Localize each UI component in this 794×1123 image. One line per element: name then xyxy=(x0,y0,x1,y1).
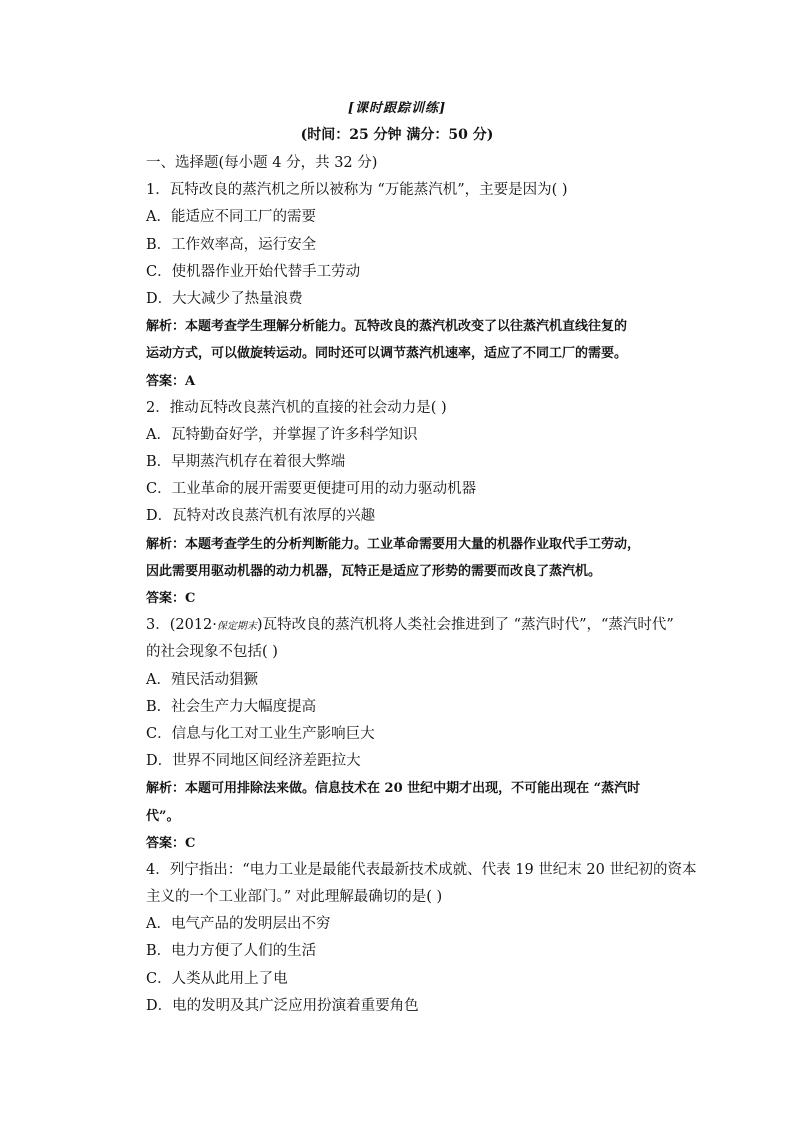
question-3-option-a: A．殖民活动猖獗 xyxy=(146,671,258,688)
question-2-answer: 答案：C xyxy=(146,591,196,606)
question-1-stem: 1．瓦特改良的蒸汽机之所以被称为 “万能蒸汽机”，主要是因为( ) xyxy=(146,182,568,199)
question-2-option-b: B．早期蒸汽机存在着很大弊端 xyxy=(146,454,346,471)
time-score-info: (时间：25 分钟 满分：50 分) xyxy=(300,127,494,143)
section-heading: 一、选择题(每小题 4 分，共 32 分) xyxy=(146,155,378,171)
question-2-option-a: A．瓦特勤奋好学，并掌握了许多科学知识 xyxy=(146,426,418,443)
question-3-analysis-line-1: 解析：本题可用排除法来做。信息技术在 20 世纪中期才出现，不可能出现在 “蒸汽时 xyxy=(146,781,641,797)
question-1-option-d: D．大大减少了热量浪费 xyxy=(146,290,303,307)
question-2-analysis-line-1: 解析：本题考查学生的分析判断能力。工业革命需要用大量的机器作业取代手工劳动， xyxy=(146,536,641,552)
question-1-analysis-line-2: 运动方式，可以做旋转运动。同时还可以调节蒸汽机速率，适应了不同工厂的需要。 xyxy=(146,346,628,362)
question-1-option-c: C．使机器作业开始代替手工劳动 xyxy=(146,263,361,280)
question-3-option-c: C．信息与化工对工业生产影响巨大 xyxy=(146,725,375,742)
question-3-source-tag: 保定期末 xyxy=(216,621,257,633)
question-4-option-c: C．人类从此用上了电 xyxy=(146,970,288,987)
question-3-stem-suffix: )瓦特改良的蒸汽机将人类社会推进到了 “蒸汽时代”，“蒸汽时代” xyxy=(256,617,674,634)
question-3-stem-prefix: 3．(2012· xyxy=(146,617,217,634)
question-4-stem-line-1: 4．列宁指出：“电力工业是最能代表最新技术成就、代表 19 世纪末 20 世纪初的资本 xyxy=(146,861,697,878)
question-1-option-b: B．工作效率高，运行安全 xyxy=(146,236,317,253)
question-3-option-d: D．世界不同地区间经济差距拉大 xyxy=(146,753,361,770)
question-3-answer: 答案：C xyxy=(146,835,196,851)
question-1-option-a: A．能适应不同工厂的需要 xyxy=(146,209,316,226)
question-content xyxy=(146,150,697,1020)
question-3-stem-line-1 xyxy=(146,612,686,639)
question-4-stem-line-2: 主义的一个工业部门。” 对此理解最确切的是( ) xyxy=(146,889,443,906)
question-1-answer: 答案：A xyxy=(146,373,196,389)
question-4-option-d: D．电的发明及其广泛应用扮演着重要角色 xyxy=(146,997,419,1014)
question-2-option-d: D．瓦特对改良蒸汽机有浓厚的兴趣 xyxy=(146,508,376,525)
question-3-option-b: B．社会生产力大幅度提高 xyxy=(146,698,317,715)
question-4-option-a: A．电气产品的发明层出不穷 xyxy=(146,916,331,933)
question-2-stem: 2．推动瓦特改良蒸汽机的直接的社会动力是( ) xyxy=(146,399,447,416)
question-3-analysis-line-2: 代”。 xyxy=(146,808,180,824)
question-2-analysis-line-2: 因此需要用驱动机器的动力机器，瓦特正是适应了形势的需要而改良了蒸汽机。 xyxy=(146,563,602,579)
question-1-analysis-line-1: 解析：本题考查学生理解分析能力。瓦特改良的蒸汽机改变了以往蒸汽机直线往复的 xyxy=(146,319,628,335)
question-2-option-c: C．工业革命的展开需要更便捷可用的动力驱动机器 xyxy=(146,481,477,498)
question-3-stem-line-2: 的社会现象不包括( ) xyxy=(146,644,278,661)
question-4-option-b: B．电力方便了人们的生活 xyxy=(146,943,317,960)
worksheet-title: [课时跟踪训练] xyxy=(347,101,447,116)
